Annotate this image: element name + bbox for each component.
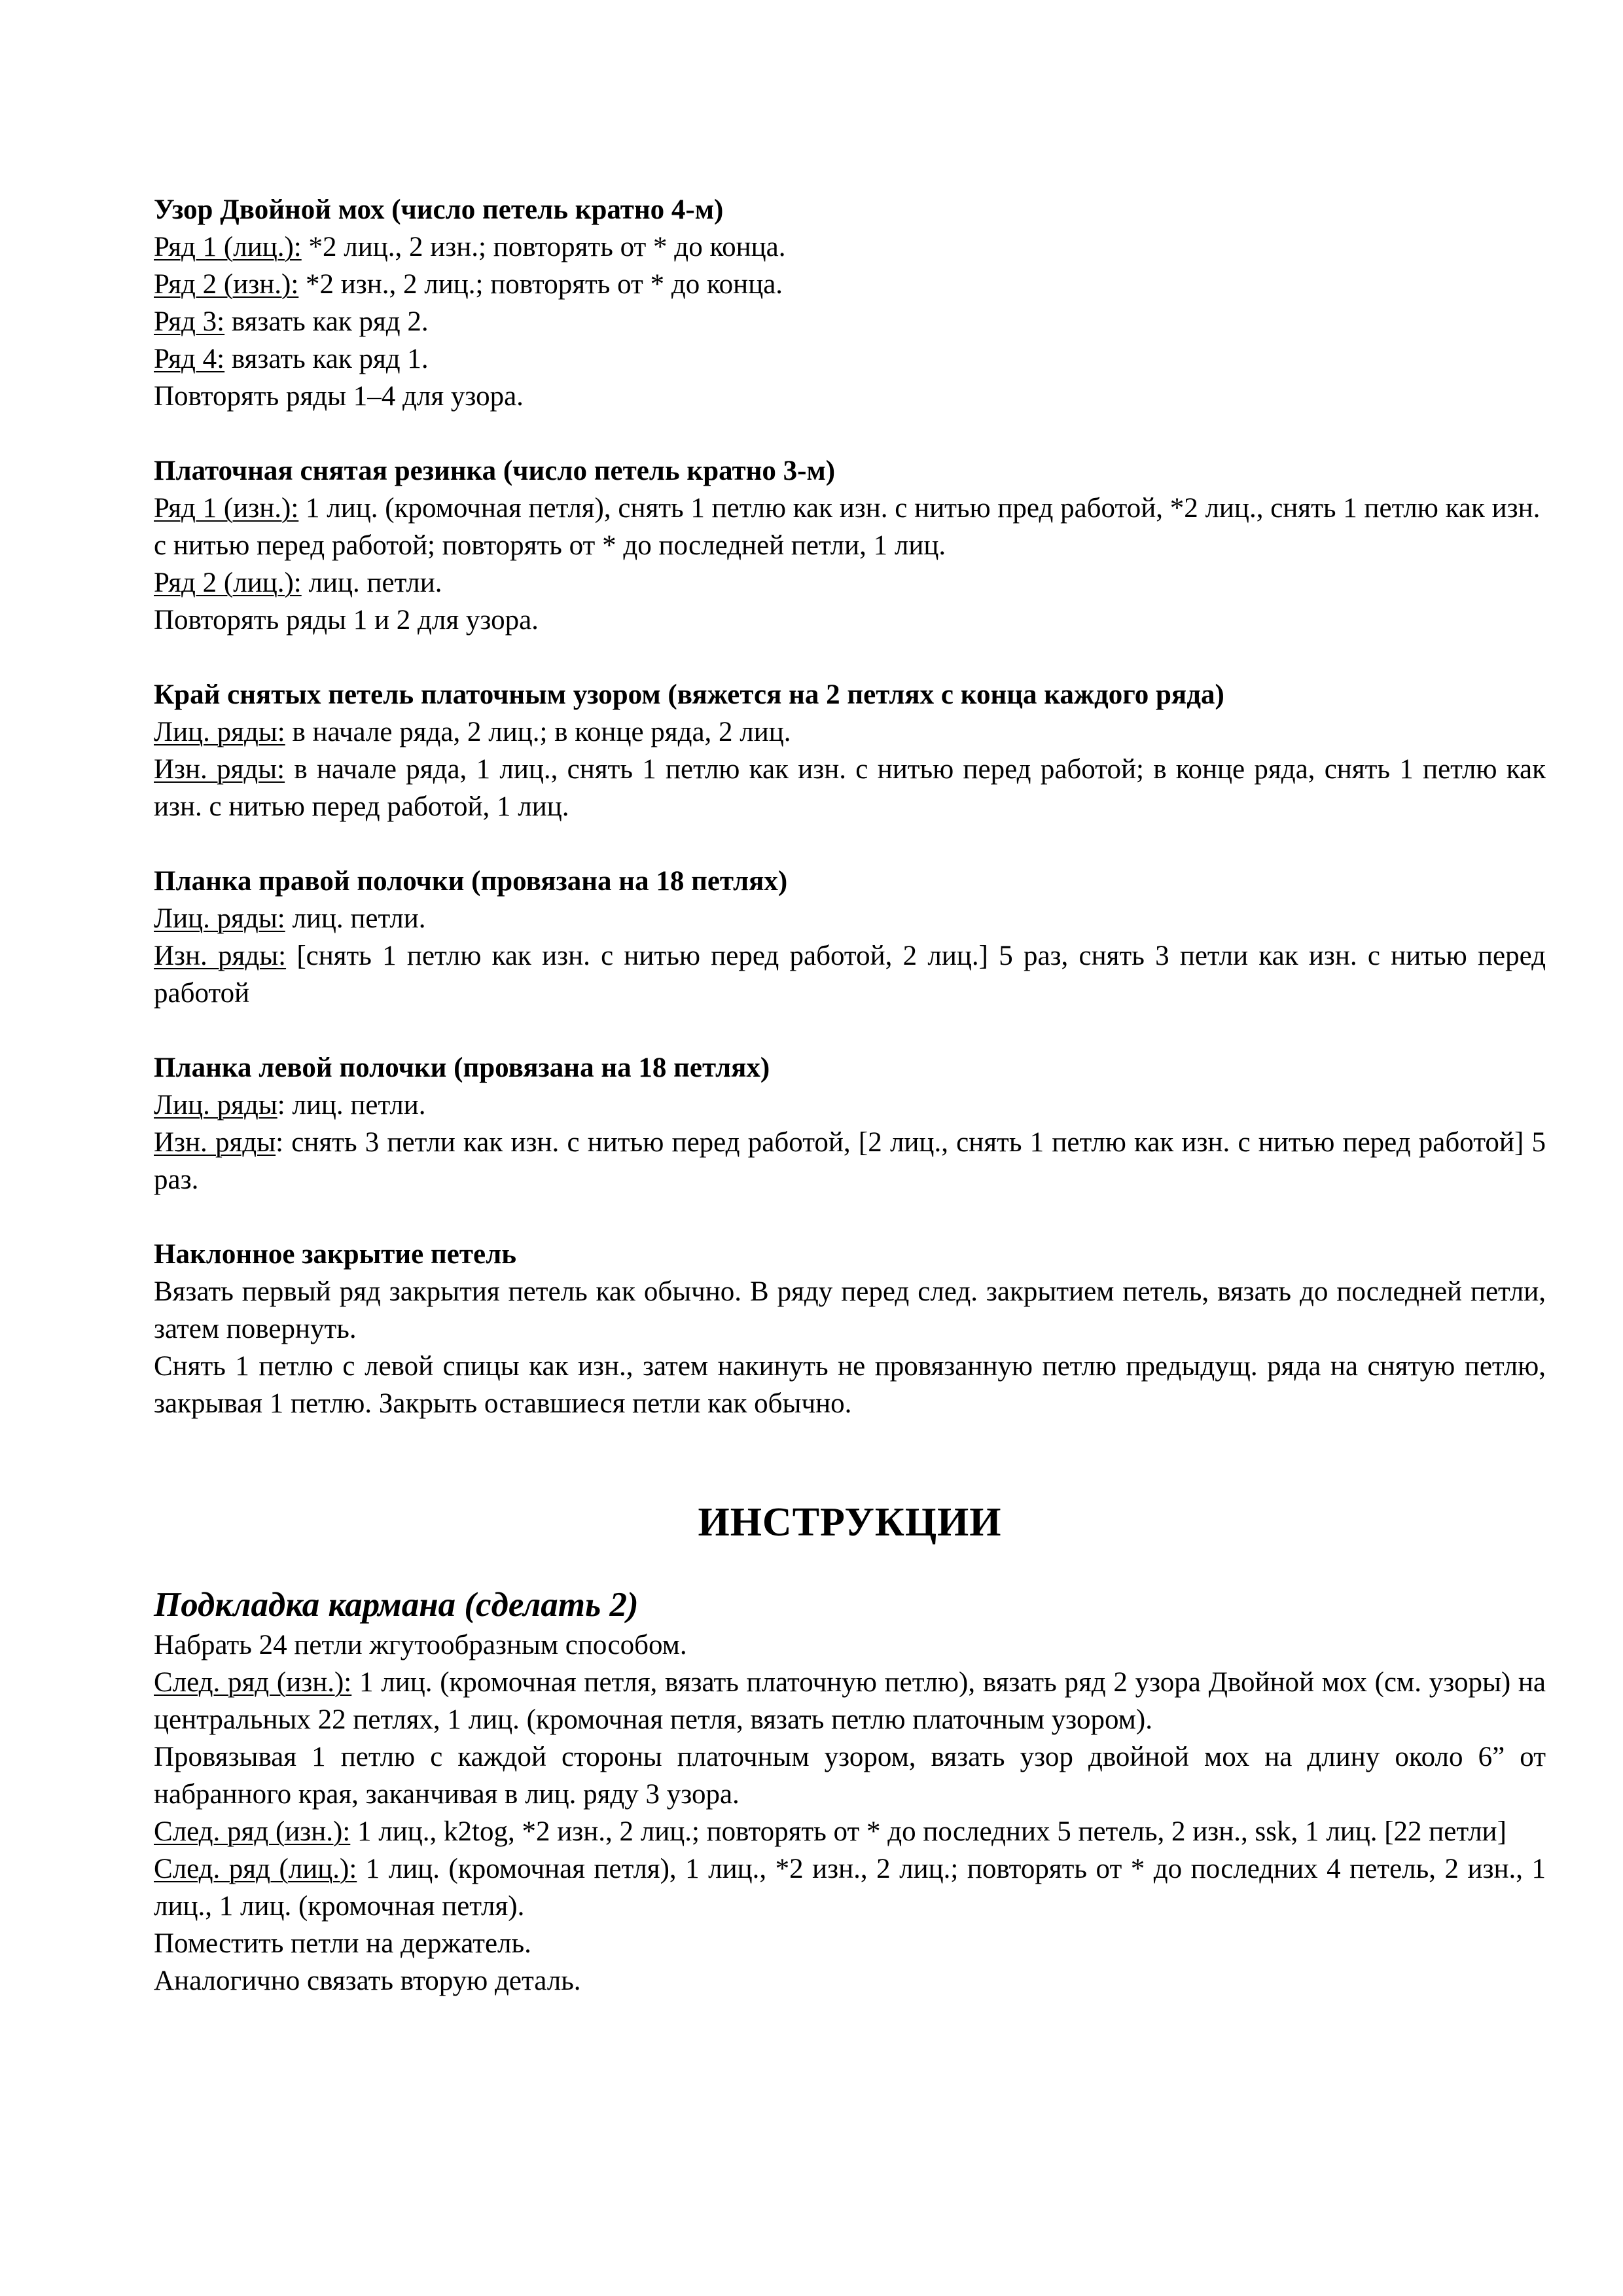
row-text: *2 лиц., 2 изн.; повторять от * до конца. [301, 232, 786, 262]
row-label: Ряд 2 (лиц.): [154, 567, 302, 598]
pattern-row [154, 1086, 1546, 1124]
row-text: в начале ряда, 1 лиц., снять 1 петлю как изн. с нитью перед работой; в конце ряда, снять 1 петлю как изн. с нитью перед работой, 1 лиц. [154, 754, 1546, 822]
paragraph: Поместить петли на держатель. [154, 1928, 531, 1959]
paragraph: Снять 1 петлю с левой спицы как изн., затем накинуть не провязанную петлю предыдущ. ряда на снятую петлю, закрывая 1 петлю. Закрыть оставшиеся петли как обычно. [154, 1351, 1546, 1419]
row-text: 1 лиц. (кромочная петля, вязать платочную петлю), вязать ряд 2 узора Двойной мох (см. узоры) на центральных 22 петлях, 1 лиц. (кромочная петля, вязать петлю платочным узором). [154, 1667, 1546, 1735]
row-label: Изн. ряды [154, 1127, 276, 1158]
section-sloped-bindoff [154, 1236, 1546, 1422]
pattern-row [154, 266, 1546, 303]
row-text: 1 лиц. (кромочная петля), 1 лиц., *2 изн., 2 лиц.; повторять от * до последних 4 петель, 2 изн., 1 лиц., 1 лиц. (кромочная петля). [154, 1854, 1546, 1922]
paragraph: Провязывая 1 петлю с каждой стороны платочным узором, вязать узор двойной мох на длину около 6” от набранного края, заканчивая в лиц. ряду 3 узора. [154, 1742, 1546, 1810]
row-label: Изн. ряды: [154, 941, 287, 971]
pattern-row [154, 713, 1546, 751]
paragraph: Аналогично связать вторую деталь. [154, 1965, 581, 1996]
pattern-row [154, 340, 1546, 378]
section-heading: Узор Двойной мох (число петель кратно 4-м) [154, 194, 724, 225]
pattern-row [154, 1850, 1546, 1925]
pattern-row [154, 228, 1546, 266]
row-label: Лиц. ряды: [154, 717, 285, 747]
section-left-band [154, 1049, 1546, 1198]
spacer [154, 415, 1546, 452]
row-text: лиц. петли. [301, 567, 442, 598]
spacer [154, 1198, 1546, 1236]
row-label: След. ряд (изн.): [154, 1667, 352, 1698]
row-text: в начале ряда, 2 лиц.; в конце ряда, 2 лиц. [285, 717, 791, 747]
spacer [154, 1422, 1546, 1499]
spacer [154, 1545, 1546, 1583]
section-heading: Наклонное закрытие петель [154, 1239, 516, 1270]
paragraph: Вязать первый ряд закрытия петель как обычно. В ряду перед след. закрытием петель, вязать до последней петли, затем повернуть. [154, 1276, 1546, 1344]
row-text: [снять 1 петлю как изн. с нитью перед работой, 2 лиц.] 5 раз, снять 3 петли как изн. с нитью перед работой [154, 941, 1546, 1009]
pattern-row [154, 1124, 1546, 1198]
row-text: *2 изн., 2 лиц.; повторять от * до конца. [298, 269, 783, 300]
section-heading: Платочная снятая резинка (число петель кратно 3-м) [154, 456, 836, 486]
spacer [154, 639, 1546, 676]
paragraph: Набрать 24 петли жгутообразным способом. [154, 1630, 687, 1660]
subsection-title: Подкладка кармана (сделать 2) [154, 1586, 639, 1624]
section-right-band [154, 863, 1546, 1012]
page-title: ИНСТРУКЦИИ [698, 1500, 1002, 1545]
row-label: Ряд 1 (изн.): [154, 493, 299, 524]
row-label: Лиц. ряды: [154, 903, 285, 934]
row-text: лиц. петли. [285, 903, 426, 934]
row-text: вязать как ряд 1. [224, 344, 429, 374]
row-label: Лиц. ряды [154, 1090, 277, 1121]
row-text: 1 лиц., k2tog, *2 изн., 2 лиц.; повторять от * до последних 5 петель, 2 изн., ssk, 1 лиц. [22 петли] [350, 1816, 1507, 1847]
pattern-row [154, 303, 1546, 340]
section-pocket-lining [154, 1626, 1546, 2000]
pattern-note: Повторять ряды 1 и 2 для узора. [154, 605, 539, 636]
row-text: : снять 3 петли как изн. с нитью перед работой, [2 лиц., снять 1 петлю как изн. с нитью перед работой] 5 раз. [154, 1127, 1546, 1195]
section-slipped-edge [154, 676, 1546, 825]
pattern-row [154, 937, 1546, 1012]
row-text: 1 лиц. (кромочная петля), снять 1 петлю как изн. с нитью пред работой, *2 лиц., снять 1 петлю как изн. с нитью перед работой; повторять от * до последней петли, 1 лиц. [154, 493, 1541, 561]
pattern-row [154, 1813, 1546, 1850]
row-label: Ряд 3: [154, 306, 225, 337]
pattern-row [154, 564, 1546, 601]
pattern-row [154, 751, 1546, 825]
row-label: След. ряд (изн.): [154, 1816, 351, 1847]
section-heading: Край снятых петель платочным узором (вяжется на 2 петлях с конца каждого ряда) [154, 679, 1224, 710]
row-label: Ряд 2 (изн.): [154, 269, 299, 300]
row-label: След. ряд (лиц.): [154, 1854, 357, 1884]
row-label: Изн. ряды: [154, 754, 285, 785]
spacer [154, 825, 1546, 863]
document-page [154, 191, 1546, 2000]
pattern-row [154, 900, 1546, 937]
row-text: : лиц. петли. [277, 1090, 426, 1121]
pattern-row [154, 1664, 1546, 1738]
row-label: Ряд 1 (лиц.): [154, 232, 302, 262]
section-slipped-rib [154, 452, 1546, 639]
section-heading: Планка правой полочки (провязана на 18 петлях) [154, 866, 788, 897]
row-text: вязать как ряд 2. [224, 306, 429, 337]
section-heading: Планка левой полочки (провязана на 18 петлях) [154, 1052, 770, 1083]
spacer [154, 1012, 1546, 1049]
pattern-note: Повторять ряды 1–4 для узора. [154, 381, 524, 412]
pattern-row [154, 490, 1546, 564]
row-label: Ряд 4: [154, 344, 225, 374]
section-double-moss [154, 191, 1546, 415]
